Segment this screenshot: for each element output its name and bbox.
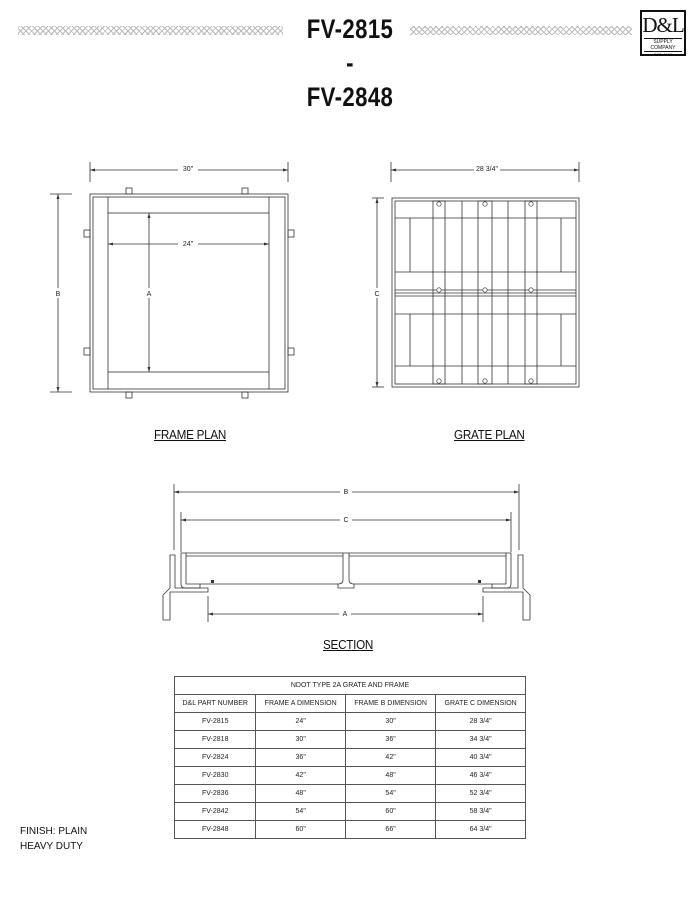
title-line-1: FV-2815: [306, 14, 394, 44]
cell-b: 66": [345, 821, 435, 839]
cell-part: FV-2830: [175, 767, 256, 785]
company-logo: [640, 10, 686, 56]
cell-part: FV-2818: [175, 731, 256, 749]
spec-table-caption: NDOT TYPE 2A GRATE AND FRAME: [174, 676, 526, 694]
cell-b: 54": [345, 785, 435, 803]
section-dim-c: C: [343, 517, 349, 524]
table-row: [175, 713, 526, 731]
logo-main: D&L: [642, 13, 684, 37]
cell-a: 42": [256, 767, 345, 785]
cell-a: 60": [256, 821, 345, 839]
frame-plan-label: FRAME PLAN: [154, 427, 227, 442]
cell-b: 30": [345, 713, 435, 731]
table-row: [175, 731, 526, 749]
grate-plan-drawing: [350, 150, 700, 420]
cell-part: FV-2815: [175, 713, 256, 731]
duty-note: HEAVY DUTY: [20, 841, 83, 852]
title-line-2: -: [346, 48, 354, 78]
cell-part: FV-2848: [175, 821, 256, 839]
spec-table: [174, 676, 526, 839]
cell-b: 48": [345, 767, 435, 785]
cell-c: 40 3/4": [436, 749, 526, 767]
cell-c: 34 3/4": [436, 731, 526, 749]
cell-a: 30": [256, 731, 345, 749]
cell-c: 52 3/4": [436, 785, 526, 803]
frame-width-dim: 30": [182, 166, 194, 173]
cell-b: 60": [345, 803, 435, 821]
table-row: [175, 821, 526, 839]
table-header-row: [175, 695, 526, 713]
cell-b: 36": [345, 731, 435, 749]
section-drawing: [150, 480, 550, 640]
finish-note: FINISH: PLAIN: [20, 826, 88, 837]
cell-a: 54": [256, 803, 345, 821]
table-row: [175, 749, 526, 767]
frame-inner-dim: 24": [182, 241, 194, 248]
header-grate-c: GRATE C DIMENSION: [436, 695, 526, 713]
table-row: [175, 803, 526, 821]
cell-a: 48": [256, 785, 345, 803]
grate-width-dim: 28 3/4": [476, 166, 498, 173]
cell-part: FV-2836: [175, 785, 256, 803]
section-dim-b: B: [343, 489, 349, 496]
cell-c: 64 3/4": [436, 821, 526, 839]
cell-c: 46 3/4": [436, 767, 526, 785]
grate-dim-c: C: [374, 291, 380, 298]
logo-sub: SUPPLY COMPANY: [644, 38, 682, 52]
frame-dim-a: A: [146, 291, 152, 298]
cell-c: 58 3/4": [436, 803, 526, 821]
header-part-number: D&L PART NUMBER: [175, 695, 256, 713]
cell-c: 28 3/4": [436, 713, 526, 731]
cell-part: FV-2824: [175, 749, 256, 767]
table-row: [175, 767, 526, 785]
frame-dim-b: B: [55, 291, 61, 298]
title-line-3: FV-2848: [306, 82, 394, 112]
cell-a: 36": [256, 749, 345, 767]
cell-b: 42": [345, 749, 435, 767]
header-frame-a: FRAME A DIMENSION: [256, 695, 345, 713]
table-row: [175, 785, 526, 803]
cell-part: FV-2842: [175, 803, 256, 821]
cell-a: 24": [256, 713, 345, 731]
frame-plan-drawing: [0, 150, 330, 420]
header-frame-b: FRAME B DIMENSION: [345, 695, 435, 713]
logo-sub2: EST. 1980: [653, 52, 673, 57]
section-dim-a: A: [342, 611, 348, 618]
section-label: SECTION: [323, 637, 374, 652]
grate-plan-label: GRATE PLAN: [454, 427, 525, 442]
